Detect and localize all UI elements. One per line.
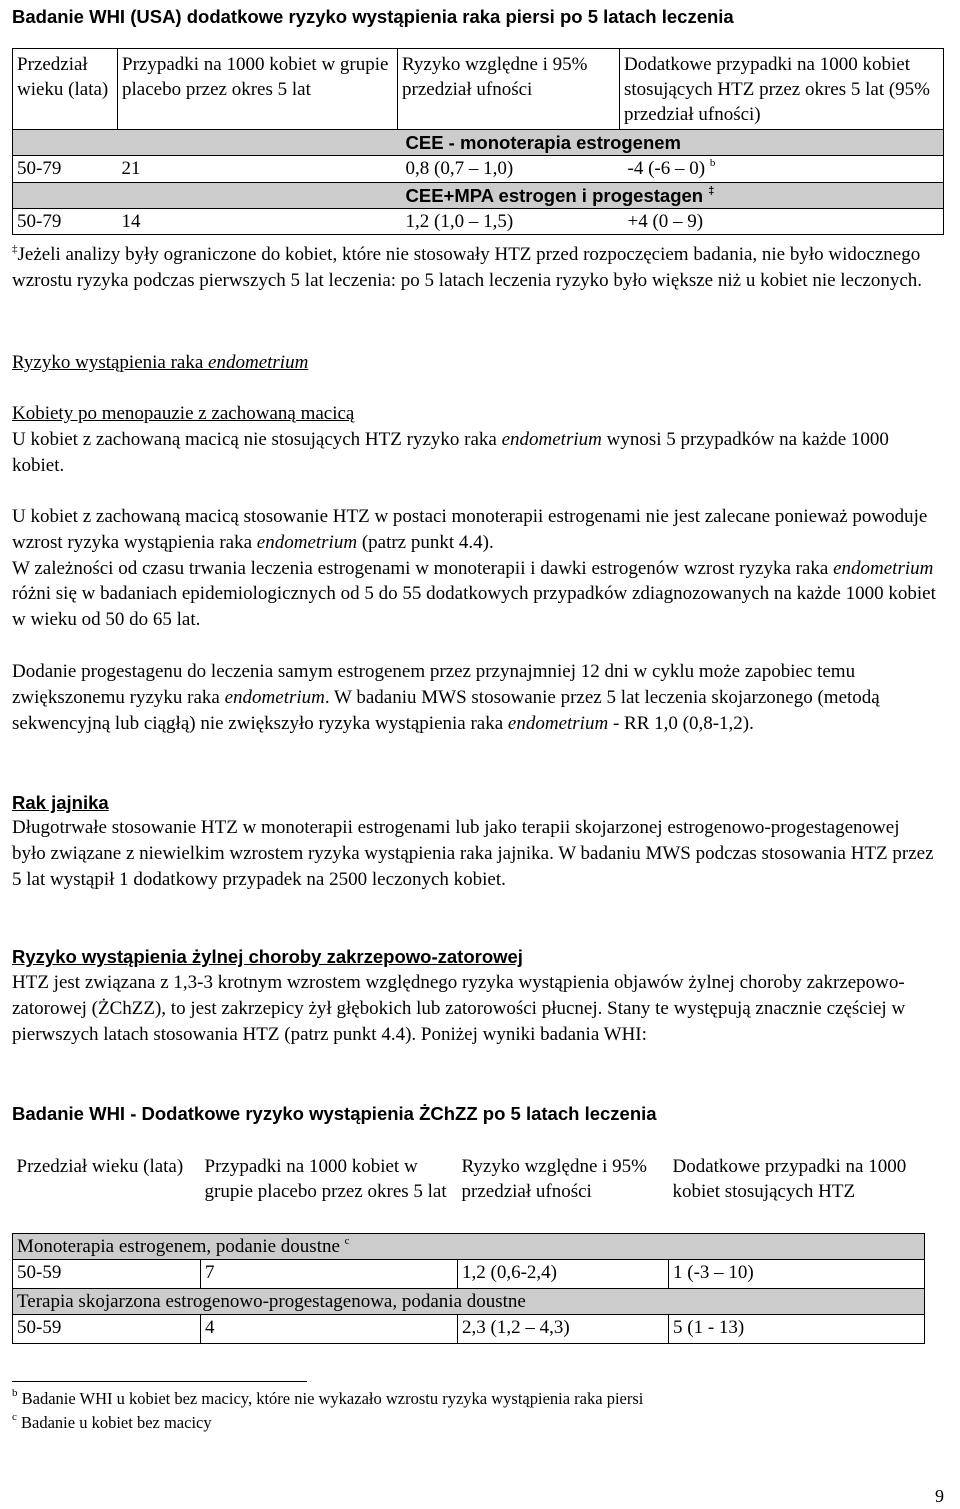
subheading-menopause: Kobiety po menopauzie z zachowaną macicą bbox=[12, 403, 355, 424]
table-row bbox=[13, 1259, 925, 1288]
table-header-row bbox=[13, 1152, 925, 1233]
paragraph-endometrium-3: Dodanie progestagenu do leczenia samym estrogenem przez przynajmniej 12 dni w cyklu może zapobiec temu zwiększonemu ryzyku raka endometrium. W badaniu MWS stosowanie przez 5 lat leczenia skojarzonego (metodą sekwencyjną lub ciągłą) nie zwiększyło ryzyka wystąpienia raka endometrium - RR 1,0 (0,8-1,2). bbox=[12, 661, 880, 734]
footnote-separator bbox=[12, 1381, 307, 1382]
footnote-b: $^b$ Badanie WHI u kobiet bez macicy, które nie wykazało wzrostu ryzyka wystąpienia raka piersi bbox=[12, 1387, 644, 1408]
cell-additional: 5 (1 - 13) bbox=[669, 1314, 925, 1343]
group-estrogen-mono: Monoterapia estrogenem, podanie doustne $^c$ bbox=[13, 1233, 925, 1259]
table-row bbox=[13, 156, 944, 183]
table-row bbox=[13, 1314, 925, 1343]
heading-vte: Ryzyko wystąpienia żylnej choroby zakrzepowo-zatorowej bbox=[12, 946, 523, 967]
cell-placebo: 14 bbox=[118, 209, 398, 235]
cell-placebo: 4 bbox=[201, 1314, 458, 1343]
group-cee: CEE - monoterapia estrogenem bbox=[398, 130, 944, 156]
cell-additional: 1 (-3 – 10) bbox=[669, 1259, 925, 1288]
cell-placebo: 7 bbox=[201, 1259, 458, 1288]
header-rr: Ryzyko względne i 95% przedział ufności bbox=[461, 1156, 648, 1202]
header-additional: Dodatkowe przypadki na 1000 kobiet stosujących HTZ bbox=[672, 1156, 907, 1202]
cell-rr: 1,2 (1,0 – 1,5) bbox=[398, 209, 620, 235]
group-row bbox=[13, 1288, 925, 1314]
title-breast-cancer: Badanie WHI (USA) dodatkowe ryzyko wystąpienia raka piersi po 5 latach leczenia bbox=[12, 6, 734, 27]
header-placebo: Przypadki na 1000 kobiet w grupie placebo przez okres 5 lat bbox=[118, 49, 398, 130]
paragraph-vte: HTZ jest związana z 1,3-3 krotnym wzrostem względnego ryzyka wystąpienia objawów żylnej choroby zakrzepowo-zatorowej (ŻChZZ), to jest zakrzepicy żył głębokich lub zatorowości płucnej. Stany te występują znacznie częściej w pierwszych latach stosowania HTZ (patrz punkt 4.4). Poniżej wyniki badania WHI: bbox=[12, 972, 906, 1045]
footnote-ddagger: ‡Jeżeli analizy były ograniczone do kobiet, które nie stosowały HTZ przed rozpoczęciem badania, nie było widocznego wzrostu ryzyka podczas pierwszych 5 lat leczenia: po 5 latach leczenia ryzyko było większe niż u kobiet nie leczonych. bbox=[12, 243, 923, 291]
group-row bbox=[13, 183, 944, 209]
paragraph-endometrium-2: U kobiet z zachowaną macicą stosowanie HTZ w postaci monoterapii estrogenami nie jest zalecane ponieważ powoduje wzrost ryzyka wystąpienia raka endometrium (patrz punkt 4.4). W zależności od czasu trwania leczenia estrogenami w monoterapii i dawki estrogenów wzrost ryzyka raka endometrium różni się w badaniach epidemiologicznych od 5 do 55 dodatkowych przypadków zdiagnozowanych na każde 1000 kobiet w wieku od 50 do 65 lat. bbox=[12, 506, 936, 631]
page-number: 9 bbox=[935, 1486, 944, 1506]
cell-rr: 1,2 (0,6-2,4) bbox=[458, 1259, 669, 1288]
title-vte: Badanie WHI - Dodatkowe ryzyko wystąpienia ŻChZZ po 5 latach leczenia bbox=[12, 1103, 657, 1124]
header-age: Przedział wieku (lata) bbox=[16, 1156, 184, 1177]
cell-age: 50-79 bbox=[13, 156, 118, 183]
cell-additional: -4 (-6 – 0) $^b$ bbox=[620, 156, 944, 183]
table-header-row bbox=[13, 49, 944, 130]
header-additional: Dodatkowe przypadki na 1000 kobiet stosujących HTZ przez okres 5 lat (95% przedział ufności) bbox=[620, 49, 944, 130]
cell-age: 50-59 bbox=[13, 1314, 201, 1343]
table-row bbox=[13, 209, 944, 235]
footnote-c: $^c$ Badanie u kobiet bez macicy bbox=[12, 1411, 212, 1432]
group-row bbox=[13, 1233, 925, 1259]
breast-cancer-table bbox=[12, 48, 944, 235]
heading-ovary: Rak jajnika bbox=[12, 792, 109, 813]
paragraph-endometrium-1: U kobiet z zachowaną macicą nie stosujących HTZ ryzyko raka endometrium wynosi 5 przypadków na każde 1000 kobiet. bbox=[12, 429, 889, 476]
cell-rr: 2,3 (1,2 – 4,3) bbox=[458, 1314, 669, 1343]
header-age: Przedział wieku (lata) bbox=[13, 49, 118, 130]
group-row bbox=[13, 130, 944, 156]
vte-table bbox=[12, 1152, 925, 1344]
cell-additional: +4 (0 – 9) bbox=[620, 209, 944, 235]
header-rr: Ryzyko względne i 95% przedział ufności bbox=[398, 49, 620, 130]
group-cee-mpa: CEE+MPA estrogen i progestagen ‡ bbox=[398, 183, 944, 209]
group-combined: Terapia skojarzona estrogenowo-progestagenowa, podania doustne bbox=[13, 1288, 925, 1314]
paragraph-ovary: Długotrwałe stosowanie HTZ w monoterapii estrogenami lub jako terapii skojarzonej estrogenowo-progestagenowej było związane z niewielkim wzrostem ryzyka wystąpienia raka jajnika. W badaniu MWS podczas stosowania HTZ przez 5 lat wystąpił 1 dodatkowy przypadek na 2500 leczonych kobiet. bbox=[12, 817, 934, 890]
header-placebo: Przypadki na 1000 kobiet w grupie placebo przez okres 5 lat bbox=[204, 1156, 447, 1202]
cell-rr: 0,8 (0,7 – 1,0) bbox=[398, 156, 620, 183]
cell-age: 50-79 bbox=[13, 209, 118, 235]
cell-placebo: 21 bbox=[118, 156, 398, 183]
cell-age: 50-59 bbox=[13, 1259, 201, 1288]
heading-endometrium: Ryzyko wystąpienia raka endometrium bbox=[12, 352, 309, 373]
